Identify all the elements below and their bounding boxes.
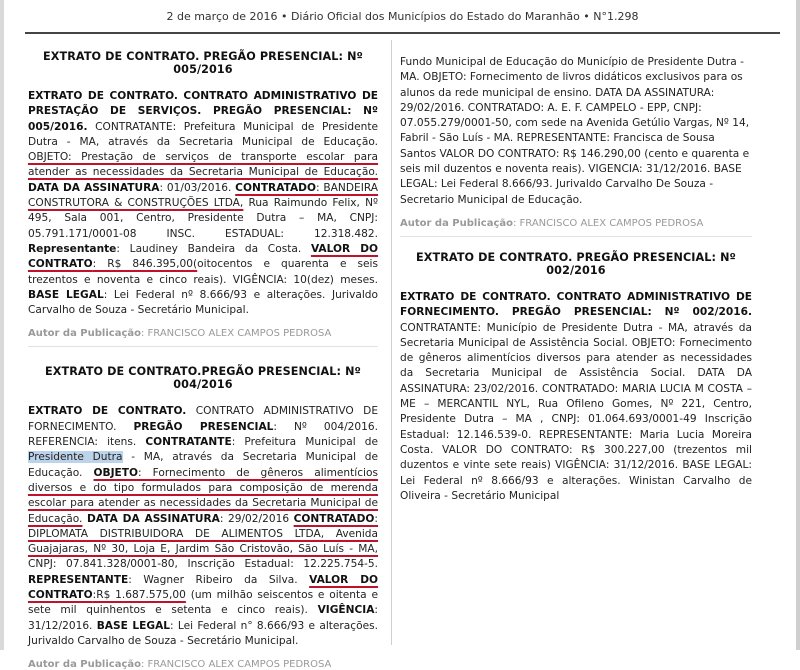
representante-label: REPRESENTANTE xyxy=(28,573,129,586)
section-body xyxy=(28,89,378,318)
window-frame-left xyxy=(0,0,4,650)
page-header: 2 de março de 2016 • Diário Oficial dos Municípios do Estado do Maranhão • N°1.298 xyxy=(166,10,639,23)
section-body: Fundo Municipal de Educação do Município de Presidente Dutra - MA. OBJETO: Fornecimento de livros didáticos exclusivos para os alunos da rede municipal de ensino. DATA DA ASSINATURA: 29/02/2016. CONTRATADO: A. E. F. CAMPELO - EPP, CNPJ: 07.055.279/0001-50, com sede na Avenida Getúlio Vargas, Nº 14, Fabril - São Luís - MA. REPRESENTANTE: Francisca de Sousa Santos VALOR DO CONTRATO: R$ 146.290,00 (cento e quarenta e seis mil duzentos e noventa reais). VIGENCIA: 31/12/2016. BASE LEGAL: Lei Federal 8.666/93. Jurivaldo Carvalho De Souza - Secretario Municipal de Educação. xyxy=(400,56,750,206)
intro-bold: EXTRATO DE CONTRATO. xyxy=(28,405,187,418)
base-legal-label: BASE LEGAL xyxy=(28,288,104,301)
objeto-value: : Fornecimento de gêneros alimentícios diversos e do tipo formulados para composição de merenda escolar para atender as necessidades da Secretaria Municipal de Educação. xyxy=(28,466,379,525)
representante-value: : Wagner Ribeiro da Silva. xyxy=(128,573,310,586)
contract-section-005 xyxy=(28,50,378,347)
pregao-label: PREGÃO PRESENCIAL xyxy=(133,420,274,433)
section-title: EXTRATO DE CONTRATO.PREGÃO PRESENCIAL: Nº 004/2016 xyxy=(45,365,361,392)
author-label: Autor da Publicação xyxy=(28,328,141,340)
base-legal-value: : Lei Federal n° 8.666/93 e alterações. Jurivaldo Carvalho de Souza - Secretário Municipal. xyxy=(28,619,378,647)
contract-section-002 xyxy=(400,251,752,504)
contratado-label: CONTRATADO xyxy=(293,512,375,525)
vigencia-value: : 31/12/2016. xyxy=(28,604,378,632)
section-body xyxy=(400,290,752,504)
contratado-address: Rua Raimundo Felix, Nº 495, Sala 001, Centro, Presidente Dutra – MA, CNPJ: 05.791.171/0001-08 INSC. ESTADUAL: 12.318.482. xyxy=(28,197,378,240)
publication-author xyxy=(400,218,752,229)
header-rule xyxy=(25,32,780,34)
cnpj-text: CNPJ: 07.841.328/0001-80, Inscrição Estadual: 12.225.754-5. xyxy=(28,558,378,571)
data-assinatura-value: : 01/03/2016. xyxy=(159,181,236,194)
data-assinatura-label: DATA DA ASSINATURA xyxy=(87,512,220,525)
contratado-value: : DIPLOMATA DISTRIBUIDORA DE ALIMENTOS LTDA, Avenida Guajajaras, Nº 30, Loja E, Jardim São Cristovão, São Luís - MA, xyxy=(28,512,378,556)
base-legal-value: : Lei Federal nº 8.666/93 e alterações. Jurivaldo Carvalho de Souza - Secretário Municipal. xyxy=(28,288,378,317)
objeto-label: OBJETO xyxy=(93,466,138,479)
contract-section-continued xyxy=(400,55,752,237)
publication-author xyxy=(28,328,378,339)
valor-contrato-label: VALOR DO CONTRATO xyxy=(28,242,378,271)
contratado-value: : BANDEIRA CONSTRUTORA & CONSTRUÇÕES LTDA, xyxy=(28,181,378,210)
valor-extenso-vigencia: oitocentos e quarenta e seis trezentos e noventa e cinco reais). VIGÊNCIA: 10(dez) meses. xyxy=(28,258,378,286)
section-separator xyxy=(400,236,752,237)
contratante-label: CONTRATANTE xyxy=(145,436,232,449)
intro-bold: EXTRATO DE CONTRATO. CONTRATO ADMINISTRATIVO DE FORNECIMENTO. PREGÃO PRESENCIAL: Nº 002/2016. xyxy=(400,290,752,319)
contratante-text: CONTRATANTE: Prefeitura Municipal de Presidente Dutra - MA, através da Secretaria Municipal de Educação. xyxy=(28,120,378,148)
base-legal-label: BASE LEGAL xyxy=(96,619,171,632)
publication-author xyxy=(28,659,378,670)
author-name: : FRANCISCO ALEX CAMPOS PEDROSA xyxy=(141,659,332,670)
section-separator xyxy=(28,346,378,347)
data-assinatura-value: : 29/02/2016 xyxy=(219,512,294,525)
right-column xyxy=(400,55,752,504)
section-text: CONTRATANTE: Município de Presidente Dutra - MA, através da Secretaria Municipal de Assistência Social. OBJETO: Fornecimento de gêneros alimentícios diversos para atender as necessidades da Secretaria Municipal de Assistência Social. DATA DA ASSINATURA: 23/02/2016. CONTRATADO: MARIA LUCIA M COSTA – ME – MERCANTIL NYL, Rua Ofileno Gomes, Nº 221, Centro, Presidente Dutra – MA , CNPJ: 01.064.693/0001-49 Inscrição Estadual: 12.146.539-0. REPRESENTANTE: Maria Lucia Moreira Costa. VALOR DO CONTRATO: R$ 300.227,00 (trezentos mil duzentos e vinte sete reais) VIGÊNCIA: 31/12/2016. BASE LEGAL: Lei Federal nº 8.666/93 e alterações. Winistan Carvalho de Oliveira - Secretário Municipal xyxy=(400,321,752,502)
contratado-label: CONTRATADO xyxy=(235,181,316,194)
representante-value: : Laudiney Bandeira da Costa. xyxy=(116,242,311,255)
vigencia-label: VIGÊNCIA xyxy=(317,604,375,617)
highlighted-text: Presidente Dutra xyxy=(28,451,123,464)
valor-extenso: (um milhão seiscentos e oitenta e sete mil quinhentos e setenta e cinco reais). xyxy=(28,589,378,617)
window-frame-right xyxy=(796,0,800,650)
valor-contrato-value: : R$ 846.395,00( xyxy=(92,258,198,271)
data-assinatura-label: DATA DA ASSINATURA xyxy=(28,181,160,194)
section-body: EXTRATO DE CONTRATO. CONTRATO ADMINISTRATIVO DE FORNECIMENTO. PREGÃO PRESENCIAL: Nº 004/2016. REFERENCIA: itens. CONTRATANTE: Prefeitura Municipal de Presidente Dutra - MA, através da Secretaria Municipal de Educação. OBJETO: Fornecimento de gêneros alimentícios diversos e do tipo formulados para composição de merenda escolar para atender as necessidades da Secretaria Municipal de Educação. DATA DA ASSINATURA: 29/02/2016 CONTRATADO: DIPLOMATA DISTRIBUIDORA DE ALIMENTOS LTDA, Avenida Guajajaras, Nº 30, Loja E, Jardim São Cristovão, São Luís - MA, CNPJ: 07.841.328/0001-80, Inscrição Estadual: 12.225.754-5. REPRESENTANTE: Wagner Ribeiro da Silva. VALOR DO CONTRATO:R$ 1.687.575,00 (um milhão seiscentos e oitenta e sete mil quinhentos e setenta e cinco reais). VIGÊNCIA: 31/12/2016. BASE LEGAL: Lei Federal n° 8.666/93 e alterações. Jurivaldo Carvalho de Souza - Secretário Municipal. xyxy=(28,405,379,647)
left-column xyxy=(28,50,378,670)
objeto-text: OBJETO: Prestação de serviços de transporte escolar para atender as necessidades da Secretaria Municipal de Educação. xyxy=(28,151,378,179)
section-title: EXTRATO DE CONTRATO. PREGÃO PRESENCIAL: Nº 002/2016 xyxy=(416,250,736,277)
author-label: Autor da Publicação xyxy=(400,217,513,229)
author-name: : FRANCISCO ALEX CAMPOS PEDROSA xyxy=(141,328,332,340)
valor-contrato-value: :R$ 1.687.575,00 xyxy=(92,589,186,602)
valor-contrato-label: VALOR DO CONTRATO xyxy=(28,573,378,602)
section-title: EXTRATO DE CONTRATO. PREGÃO PRESENCIAL: Nº 005/2016 xyxy=(43,50,363,76)
contract-section-004 xyxy=(28,365,378,670)
column-divider xyxy=(391,40,392,645)
representante-label: Representante xyxy=(28,242,117,255)
intro-bold: EXTRATO DE CONTRATO. CONTRATO ADMINISTRATIVO DE PRESTAÇÃO DE SERVIÇOS. PREGÃO PRESENCIAL: Nº 005/2016. xyxy=(28,90,378,133)
author-name: : FRANCISCO ALEX CAMPOS PEDROSA xyxy=(513,217,704,229)
author-label: Autor da Publicação xyxy=(28,659,141,670)
